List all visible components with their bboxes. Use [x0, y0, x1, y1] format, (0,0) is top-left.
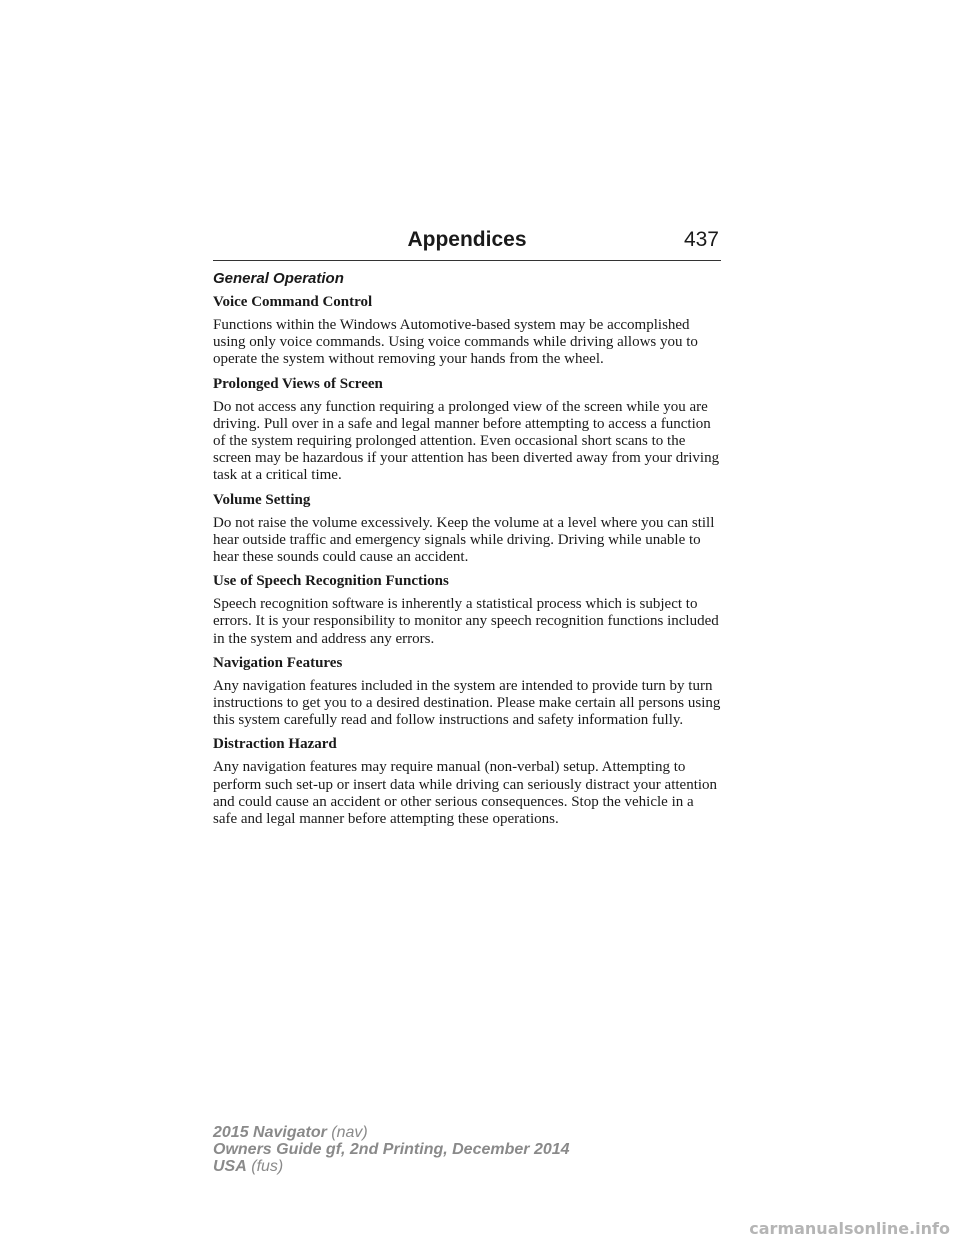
- subheading-navigation-features: Navigation Features: [213, 654, 343, 671]
- chapter-title: Appendices: [407, 228, 527, 251]
- footer-market-code: (fus): [251, 1158, 284, 1175]
- page-content: [213, 269, 721, 834]
- paragraph-voice-command: Functions within the Windows Automotive-based system may be accomplished using only voice commands. Using voice commands while driving allows you to operate the system without removing your hands from the wheel.: [213, 317, 698, 368]
- footer-line-model: [213, 1124, 713, 1141]
- footer-market-name: USA: [213, 1158, 247, 1175]
- page-footer: [213, 1124, 713, 1175]
- paragraph-prolonged-views: Do not access any function requiring a prolonged view of the screen while you are driving. Pull over in a safe and legal manner before attempting to access a function of the system requiring prolonged attention. Even occasional short scans to the screen may be hazardous if your attention has been diverted away from your driving task at a critical time.: [213, 398, 720, 484]
- paragraph-volume-setting: Do not raise the volume excessively. Keep the volume at a level where you can still hear outside traffic and emergency signals while driving. Driving while unable to hear these sounds could cause an accident.: [213, 514, 715, 566]
- footer-model-code: (nav): [331, 1124, 368, 1141]
- page-number: 437: [683, 228, 719, 251]
- footer-line-printing: Owners Guide gf, 2nd Printing, December 2014: [213, 1141, 570, 1158]
- paragraph-navigation-features: Any navigation features included in the system are intended to provide turn by turn instructions to get you to a desired destination. Please make certain all persons using this system carefully read and follow instructions and safety information fully.: [213, 677, 721, 729]
- paragraph-distraction-hazard: Any navigation features may require manual (non-verbal) setup. Attempting to perform such set-up or insert data while driving can seriously distract your attention and could cause an accident or other serious consequences. Stop the vehicle in a safe and legal manner before attempting these operations.: [213, 759, 718, 828]
- subheading-voice-command: Voice Command Control: [213, 294, 373, 310]
- subheading-volume-setting: Volume Setting: [213, 491, 311, 508]
- footer-line-market: [213, 1158, 713, 1175]
- subheading-speech-recognition: Use of Speech Recognition Functions: [213, 573, 449, 590]
- paragraph-speech-recognition: Speech recognition software is inherently a statistical process which is subject to errors. It is your responsibility to monitor any speech recognition functions included in the system and address any errors.: [213, 596, 719, 647]
- watermark-text: carmanualsonline.info: [749, 1219, 950, 1238]
- footer-model-name: 2015 Navigator: [213, 1124, 327, 1141]
- subheading-distraction-hazard: Distraction Hazard: [213, 736, 337, 753]
- page-header: [213, 228, 721, 260]
- section-title: General Operation: [213, 270, 344, 287]
- header-divider: [213, 260, 721, 261]
- subheading-prolonged-views: Prolonged Views of Screen: [213, 375, 383, 392]
